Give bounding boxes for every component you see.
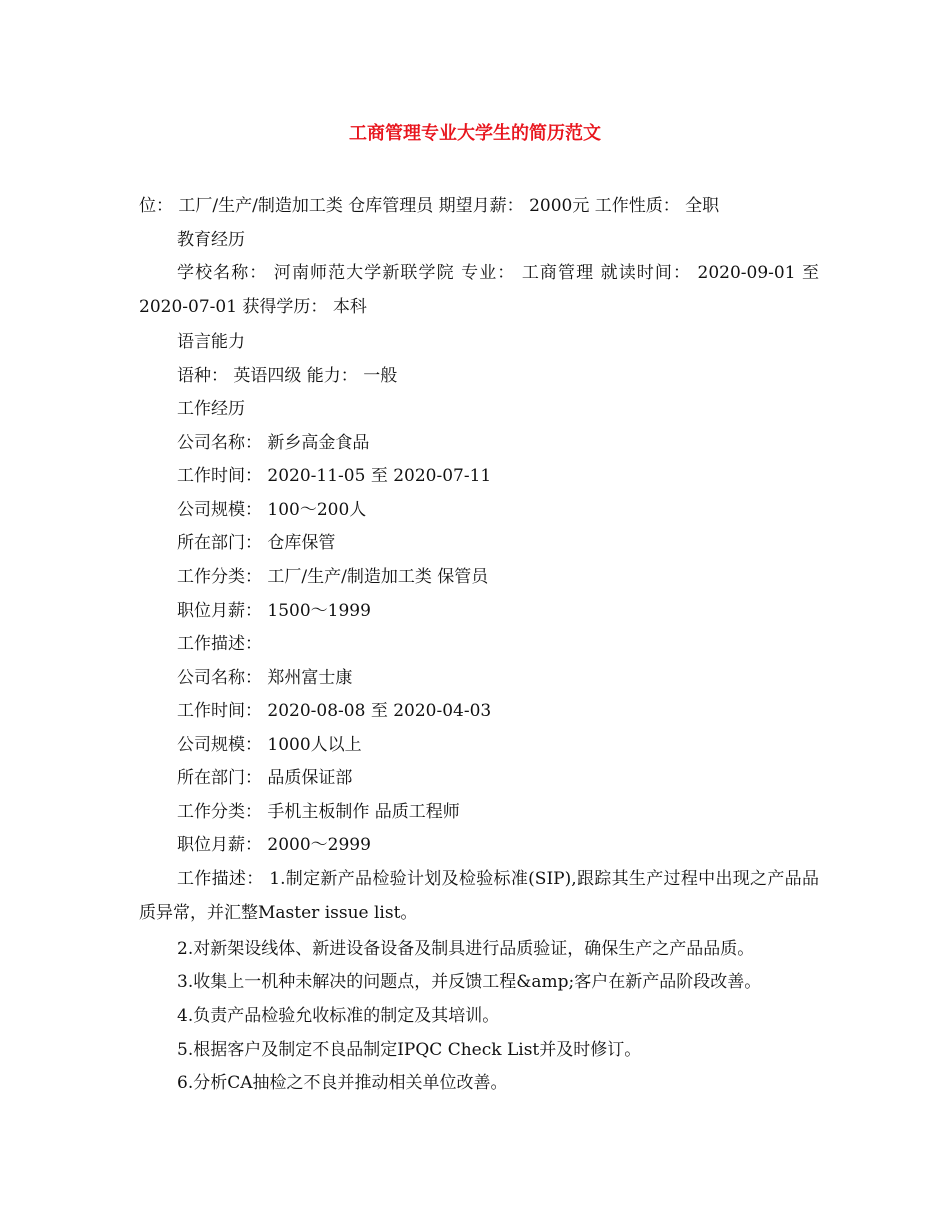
job-2-desc: 工作描述： 1.制定新产品检验计划及检验标准(SIP),跟踪其生产过程中出现之产品品质异常，并汇整Master issue list。 (139, 869, 819, 923)
job-2-dept: 所在部门： 品质保证部 (177, 768, 353, 788)
job-2-salary: 职位月薪： 2000～2999 (177, 835, 371, 855)
job-1-desc: 工作描述： (177, 634, 262, 654)
job-1-dept: 所在部门： 仓库保管 (177, 533, 336, 553)
work-heading: 工作经历 (177, 399, 245, 419)
duty-2: 2.对新架设线体、新进设备设备及制具进行品质验证，确保生产之产品品质。 (177, 939, 755, 959)
job-1-category: 工作分类： 工厂/生产/制造加工类 保管员 (177, 567, 489, 587)
duty-5: 5.根据客户及制定不良品制定IPQC Check List并及时修订。 (177, 1040, 642, 1060)
language-heading: 语言能力 (177, 332, 245, 352)
job-2-size: 公司规模： 1000人以上 (177, 735, 362, 755)
job-2-time: 工作时间： 2020-08-08 至 2020-04-03 (177, 701, 492, 721)
language-details: 语种： 英语四级 能力： 一般 (177, 366, 398, 386)
duty-4: 4.负责产品检验允收标准的制定及其培训。 (177, 1006, 500, 1026)
document-title: 工商管理专业大学生的简历范文 (349, 123, 601, 144)
duty-3: 3.收集上一机种未解决的问题点，并反馈工程&amp;客户在新产品阶段改善。 (177, 972, 762, 992)
job-1-time: 工作时间： 2020-11-05 至 2020-07-11 (177, 466, 492, 486)
job-1-salary: 职位月薪： 1500～1999 (177, 601, 371, 621)
job-1-company: 公司名称： 新乡高金食品 (177, 433, 370, 453)
job-intent-line: 位： 工厂/生产/制造加工类 仓库管理员 期望月薪： 2000元 工作性质： 全职 (139, 196, 720, 216)
education-details: 学校名称： 河南师范大学新联学院 专业： 工商管理 就读时间： 2020-09-01 至 2020-07-01 获得学历： 本科 (139, 263, 819, 317)
education-heading: 教育经历 (177, 230, 245, 250)
job-2-category: 工作分类： 手机主板制作 品质工程师 (177, 802, 460, 822)
job-1-size: 公司规模： 100～200人 (177, 500, 367, 520)
duty-6: 6.分析CA抽检之不良并推动相关单位改善。 (177, 1073, 508, 1093)
job-2-company: 公司名称： 郑州富士康 (177, 668, 353, 688)
